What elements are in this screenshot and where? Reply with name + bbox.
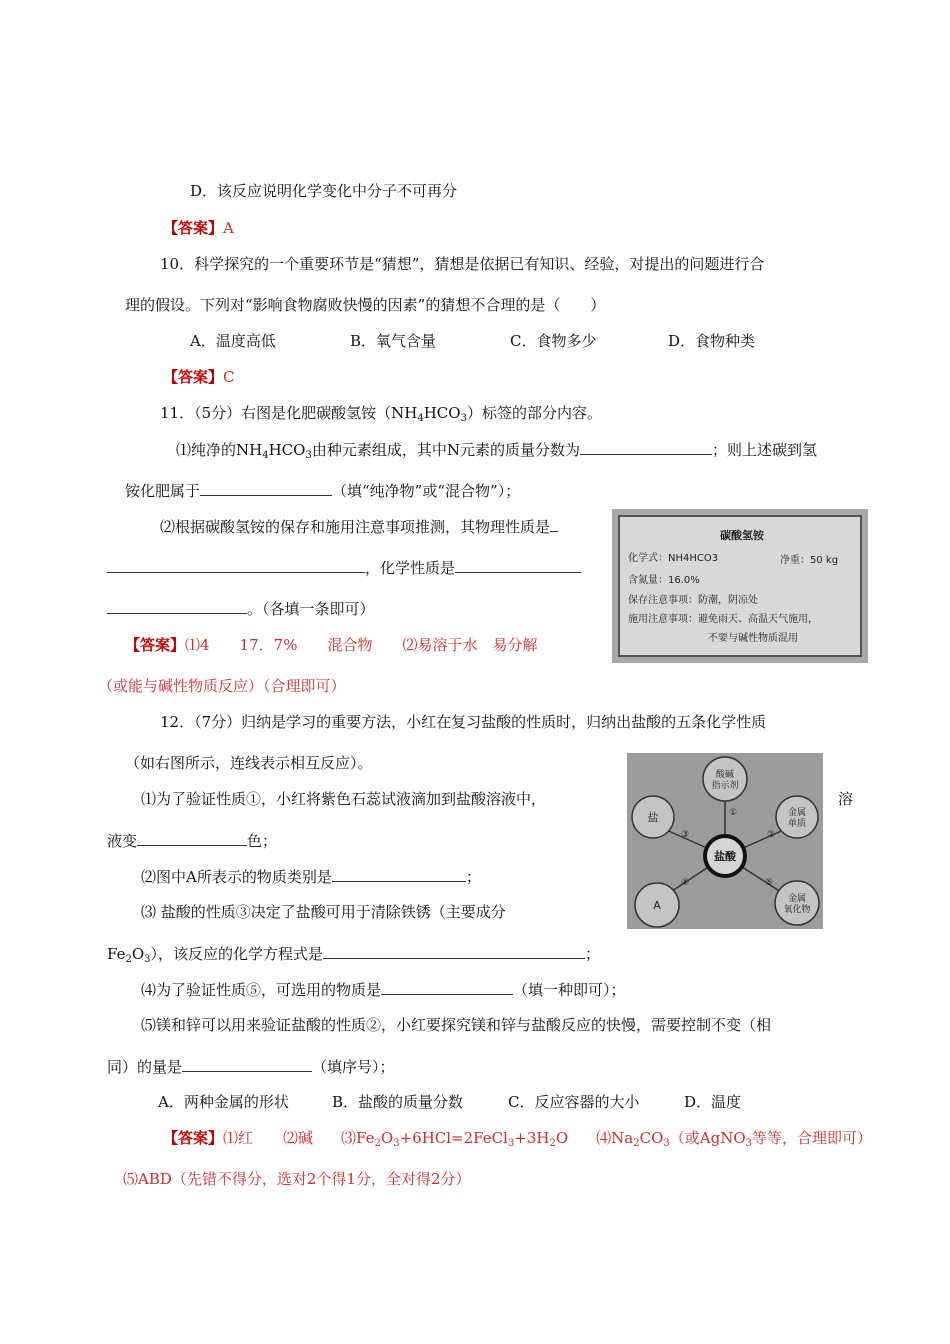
q11-part1-line2: 铵化肥属于 （填“纯净物”或“混合物”）； bbox=[125, 482, 521, 500]
q11-answer-line1: 【答案】⑴4 17．7% 混合物 ⑵易溶于水 易分解 bbox=[125, 636, 538, 654]
node-metal-oxide-label-1: 金属 bbox=[787, 894, 807, 904]
mark-3: ③ bbox=[681, 830, 690, 840]
q12-stem-line1: 12．（7分）归纳是学习的重要方法，小红在复习盐酸的性质时，归纳出盐酸的五条化学性质 bbox=[160, 713, 767, 731]
q12-substance-blank[interactable] bbox=[381, 979, 513, 995]
q12-stem-line2: （如右图所示，连线表示相互反应）。 bbox=[125, 754, 373, 772]
q10-option-d: D．食物种类 bbox=[668, 332, 756, 350]
q11-chemical-property-blank[interactable] bbox=[107, 598, 247, 614]
q12-category-blank[interactable] bbox=[332, 866, 466, 882]
q12-part1-line1-end: 溶 bbox=[838, 790, 854, 808]
q10-stem-line1: 10．科学探究的一个重要环节是“猜想”，猜想是依据已有知识、经验，对提出的问题进行合 bbox=[160, 255, 765, 273]
q11-answer-line2: （或能与碱性物质反应）（合理即可） bbox=[98, 677, 346, 695]
mark-4: ④ bbox=[681, 878, 690, 888]
node-indicator-label-2: 指示剂 bbox=[711, 781, 739, 791]
q12-part5-line2: 同）的量是 （填序号）； bbox=[107, 1058, 395, 1076]
q11-classification-blank[interactable] bbox=[200, 480, 332, 496]
q12-answer-line2: ⑸ABD（先错不得分，选对2个得1分，全对得2分） bbox=[123, 1170, 471, 1188]
q11-mass-fraction-blank[interactable] bbox=[580, 439, 712, 455]
q12-controlled-vars-blank[interactable] bbox=[182, 1056, 312, 1072]
q11-part2-line2: ，化学性质是 bbox=[107, 557, 581, 578]
q11-chemical-property-blank-start[interactable] bbox=[455, 557, 581, 573]
label-usage-note-2: 不要与碱性物质混用 bbox=[708, 633, 798, 644]
node-metal-label-2: 单质 bbox=[787, 819, 807, 829]
q11-part1-line1: ⑴纯净的$NH_4HCO_3$由种元素组成，其中N元素的质量分数为 ；则上述碳到氢 bbox=[176, 441, 817, 461]
q11-part2-line3: 。（各填一条即可） bbox=[107, 598, 375, 619]
q12-part1-line1: ⑴为了验证性质①，小红将紫色石蕊试液滴加到盐酸溶液中， bbox=[141, 790, 547, 808]
q12-option-a: A．两种金属的形状 bbox=[158, 1093, 289, 1111]
q12-part4: ⑷为了验证性质⑤，可选用的物质是 （填一种即可）； bbox=[141, 981, 626, 999]
q12-option-c: C．反应容器的大小 bbox=[508, 1093, 640, 1111]
q10-answer: 【答案】C bbox=[163, 368, 235, 386]
fertilizer-label-image bbox=[612, 509, 868, 663]
node-metal-label-1: 金属 bbox=[787, 808, 807, 818]
q12-option-d: D．温度 bbox=[684, 1093, 742, 1111]
label-storage-note: 保存注意事项：防潮，阴凉处 bbox=[628, 595, 758, 606]
label-net-weight: 净重：50 kg bbox=[780, 555, 839, 566]
label-usage-note-1: 施用注意事项：避免雨天、高温天气施用， bbox=[628, 614, 818, 625]
label-nitrogen-content: 含氮量：16.0% bbox=[628, 575, 700, 586]
q10-option-a: A．温度高低 bbox=[190, 332, 276, 350]
q9-answer: 【答案】A bbox=[163, 219, 234, 237]
q10-option-c: C．食物多少 bbox=[510, 332, 597, 350]
q12-part3-line1: ⑶ 盐酸的性质③决定了盐酸可用于清除铁锈（主要成分 bbox=[141, 903, 506, 921]
q12-answer-line1: 【答案】⑴红 ⑵碱 $⑶Fe_2O_3+6HCl=2FeCl_3+3H_2O$ $⑷Na_2CO_3$（或AgNO$_3$等等，合理即可） bbox=[163, 1129, 873, 1149]
q10-stem-line2: 理的假设。下列对“影响食物腐败快慢的因素”的猜想不合理的是（ ） bbox=[125, 296, 606, 314]
label-formula: 化学式：NH4HCO3 bbox=[628, 553, 719, 564]
q12-part5-line1: ⑸镁和锌可以用来验证盐酸的性质②，小红要探究镁和锌与盐酸反应的快慢，需要控制不变（相 bbox=[141, 1016, 772, 1034]
mark-5: ⑤ bbox=[765, 878, 774, 888]
q12-equation-blank[interactable] bbox=[323, 943, 585, 959]
node-a-label: A bbox=[653, 899, 661, 912]
mark-2: ② bbox=[767, 830, 776, 840]
mark-1: ① bbox=[729, 808, 738, 818]
hcl-properties-diagram bbox=[627, 753, 823, 929]
q11-stem: 11．（5分）右图是化肥碳酸氢铵$(NH_4HCO_3)$标签的部分内容。 bbox=[160, 404, 602, 424]
q12-color-blank[interactable] bbox=[137, 830, 247, 846]
q10-option-b: B．氧气含量 bbox=[350, 332, 437, 350]
q12-option-b: B．盐酸的质量分数 bbox=[332, 1093, 464, 1111]
q11-part2-line1: ⑵根据碳酸氢铵的保存和施用注意事项推测，其物理性质是 bbox=[160, 516, 558, 537]
q12-part1-line2: 液变 色； bbox=[107, 832, 278, 850]
q11-physical-property-blank-start[interactable] bbox=[550, 516, 558, 532]
label-title: 碳酸氢铵 bbox=[720, 529, 764, 542]
node-metal-oxide-label-2: 氧化物 bbox=[783, 905, 811, 915]
node-salt-label: 盐 bbox=[647, 811, 659, 824]
q9-option-d: D．该反应说明化学变化中分子不可再分 bbox=[190, 182, 458, 200]
q12-part2: ⑵图中A所表示的物质类别是 ； bbox=[141, 868, 481, 886]
q12-part3-line2: $Fe_2O_3$），该反应的化学方程式是 ； bbox=[107, 945, 601, 965]
node-indicator-label-1: 酸碱 bbox=[715, 770, 735, 780]
q11-physical-property-blank[interactable] bbox=[107, 557, 365, 573]
node-hcl-label: 盐酸 bbox=[714, 850, 736, 863]
